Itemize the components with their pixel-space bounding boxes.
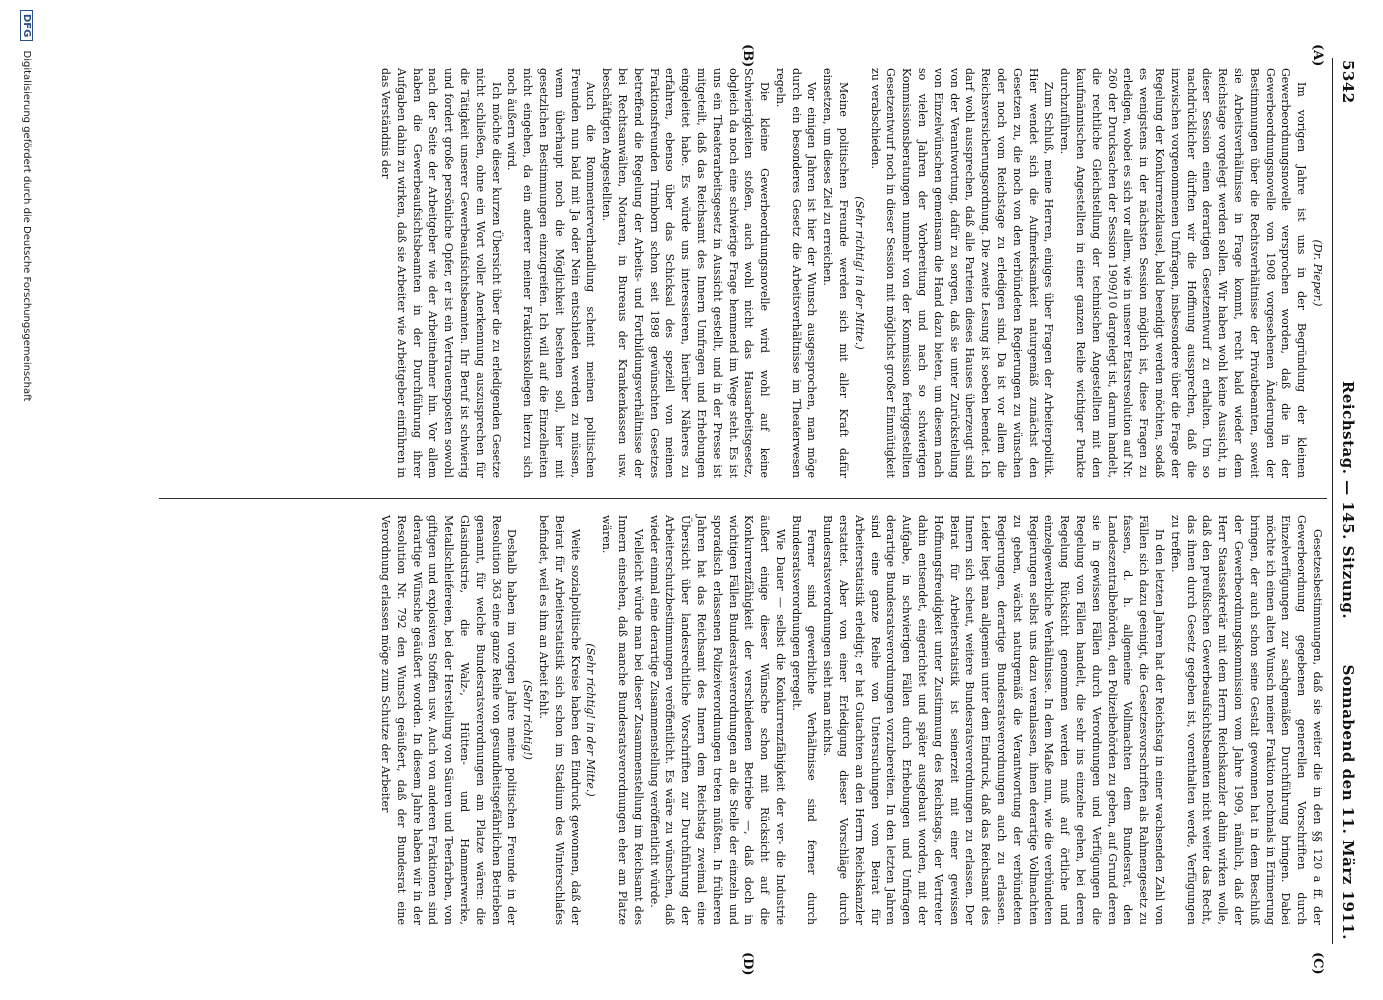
- dfg-logo: DFG: [20, 10, 33, 41]
- page-title: Reichstag. — 145. Sitzung.: [1339, 380, 1357, 620]
- speaker-name: (Dr. Pieper.): [1311, 239, 1324, 307]
- credit-text: Digitalisierung gefördert durch die Deutsche Forschungsgemeinschaft: [21, 50, 32, 402]
- margin-mark-c: (C): [1310, 952, 1325, 975]
- margin-mark-d: (D): [740, 952, 755, 976]
- page-header: [1333, 60, 1357, 940]
- right-column: [377, 515, 1325, 925]
- paragraph: Meine politischen Freunde werden sich mit aller Kraft dafür einsetzen, um dieses Ziel zu erreichen.: [821, 68, 851, 478]
- page-number: 5342: [1339, 60, 1357, 104]
- paragraph: Auch die Rommenterverhandlung scheint meinen politischen Freunden nun bald mit Ja oder Nein entschieden werden zu müssen, wenn überhaupt noch die Möglichkeit bestehen soll, hier mit gesetzlichen Bestimmungen einzugreifen. Ich will auf die Einzelheiten nicht eingehen, da ein anderer meiner Fraktionskollegen hierzu sich noch äußern wird.: [505, 68, 598, 478]
- paragraph: Gesetzesbestimmungen, daß sie weiter die in den §§ 120 a ff. der Gewerbeordnung gegebenen generellen Vorschriften durch Einzelverfügungen zur sachgemäßen Durchführung bringen. Dabei möchte ich einen alten Wunsch meiner Fraktion nochmals in Erinnerung bringen, der auch schon seine Gestalt gewonnen hat in dem Beschluß der Gewerbeordnungskommission vom Jahre 1909, nämlich, daß der Herr Staatssekretär mit dem Herrn Reichskanzler dahin wirken wolle, daß den preußischen Gewerbeaufsichtsbeamten nicht weiter das Recht, das ihnen durch Gesetz gegeben ist, vorenthalten werde, Verfügungen zu treffen.: [1168, 515, 1324, 925]
- session-date: Sonnabend den 11. März 1911.: [1339, 664, 1357, 940]
- digitization-credit: [20, 10, 33, 990]
- paragraph: Vielleicht würde man bei dieser Zusammenstellung im Reichsamt des Innern einsehen, daß manche Bundesratsverordnungen eher am Platze wären.: [600, 515, 645, 925]
- paragraph: Vor einigen Jahren ist hier der Wunsch ausgesprochen, man möge durch ein besonderes Gesetz die Arbeitsverhältnisse im Theaterwesen regeln.: [773, 68, 819, 478]
- paragraph: Zum Schluß, meine Herren, einiges über Fragen der Arbeiterpolitik. Hier wendet sich die Aufmerksamkeit naturgemäß zunächst den Gesetzen zu, die noch von den verbündeten Regierungen zu wünschen oder noch vom Reichstage zu erledigen sind. Da ist vor allem die Reichsversicherungsordnung. Die zweite Lesung ist soeben beendet. Ich darf wohl aussprechen, daß alle Parteien dieses Hauses überzeugt sind von der Verantwortung, dafür zu sorgen, daß sie unter Zurückstellung von Einzelwünschen gemeinsam die Hand dazu bieten, um diesem nach so vielen Jahren der Vorbereitung und nach so schwierigen Kommissionsberatungen nunmehr von der Kommission fertiggestellten Gesetzentwurf noch in dieser Session mit möglichst großer Einmütigkeit zu verabschieden.: [868, 68, 1056, 478]
- paragraph: Die kleine Gewerbeordnungsnovelle wird wohl auf keine Schwierigkeiten stoßen, auch wohl nicht das Hausarbeitsgesetz, obgleich da noch eine schwierige Frage hemmend im Wege steht. Es ist uns ein Theaterarbeitsgesetz in Aussicht gestellt, und in der Presse ist mitgeteilt, daß das Reichsamt des Innern Umfragen und Erhebungen eingeleitet habe. Es würde uns interessieren, hierüber Näheres zu erfahren, ebenso über das Schicksal des speziell von meinen Fraktionsfreunden Trimborn schon seit 1898 gewünschten Gesetzes betreffend die Regelung der Arbeits- und Fortbildungsverhältnisse der bei Rechtsanwälten, Notaren, in Bureaus der Krankenkassen usw. beschäftigten Angestellten.: [600, 68, 772, 478]
- margin-mark-b: (B): [740, 44, 755, 68]
- header-rule: [1332, 58, 1333, 944]
- paragraph: Weite sozialpolitische Kreise haben den Eindruck gewonnen, daß der Beirat für Arbeiterstatistik sich schon im Stadium des Winterschlafes befindet, weil es ihm an Arbeit fehlt.: [536, 515, 582, 925]
- paragraph: In den letzten Jahren hat der Reichstag in einer wachsenden Zahl von Fällen sich dazu geeinigt, die Gesetzesvorschriften als Rahmengesetz zu fassen, d. h. allgemeine Vollmachten dem Bundesrat, den Landeszentralbehörden, den Polizeibehörden zu geben, auf Grund deren sie in gewissen Fällen durch Verordnungen und Verfügungen die Regelung von Fällen handelt, die sehr ins einzelne gehen, bei deren Regelung Rücksicht genommen werden muß auf örtliche und einzelgewerbliche Verhältnisse. In dem Maße nun, wie die verbündeten Regierungen selbst uns dazu veranlassen, ihnen derartige Vollmachten zu geben, wächst naturgemäß die Verantwortung der verbündeten Regierungen, derartige Bundesratsverordnungen auch zu erlassen. Leider liegt man allgemein unter dem Eindruck, daß das Reichsamt des Innern sich scheut, weitere Bundesratsverordnungen zu erlassen. Der Beirat für Arbeiterstatistik ist seinerzeit mit einer gewissen Hoffnungsfreudigkeit unter Zustimmung des Reichstags, der Vertreter dahin entsendet, eingerichtet und später ausgebaut worden, mit der Aufgabe, in schwierigen Fällen durch Erhebungen und Umfragen derartige Bundesratsverordnungen vorzubereiten. In den letzten Jahren sind eine ganze Reihe von Untersuchungen vom Beirat für Arbeiterstatistik erledigt; er hat Gutachten an den Herrn Reichskanzler erstattet. Aber von einer Erledigung dieser Vorschläge durch Bundesratsverordnungen sieht man nichts.: [821, 515, 1167, 925]
- paragraph: Ferner sind gewerbliche Verhältnisse sind ferner durch Bundesratsverordnungen geregelt.: [789, 515, 819, 925]
- column-divider: [159, 498, 1327, 499]
- paragraph: Im vorigen Jahre ist uns in der Begründung der kleinen Gewerbeordnungsnovelle versprochen worden, daß die in der Gewerbeordnungsnovelle von 1908 vorgesehenen Änderungen der Bestimmungen über die Rechtsverhältnisse der Privatbeamten, soweit sie Arbeitsverhältnisse in Frage kommt, recht bald wieder dem Reichstage vorgelegt werden sollen. Wir haben wohl keine Aussicht, in dieser Session einen derartigen Gesetzentwurf zu erhalten. Um so nachdrücklicher dürften wir die Hoffnung aussprechen, daß die inzwischen vorgenommenen Umfragen, insbesondere über die Frage der Regelung der Konkurrenzklausel, bald beendigt werden möchten, sodaß es wenigstens in der nächsten Session möglich ist, diese Fragen zu erledigen, wobei es sich vor allem, wie in unserer Etatsresolution auf Nr. 260 der Drucksachen der Session 1909/10 dargelegt ist, darum handelt, die rechtliche Gleichstellung der technischen Angestellten mit den kaufmännischen Angestellten in einer ganzen Reihe wichtiger Punkte durchzuführen.: [1058, 68, 1309, 478]
- left-column: [377, 68, 1325, 478]
- interjection: (Sehr richtig! in der Mitte.): [584, 643, 598, 797]
- interjection: (Sehr richtig!): [521, 680, 535, 760]
- paragraph: Ich möchte dieser kurzen Übersicht über die zu erledigenden Gesetze nicht schließen, ohne ein Wort voller Anerkennung auszusprechen für die Tätigkeit unserer Gewerbeaufsichtsbeamten. Ihr Beruf ist schwierig und fordert große persönliche Opfer, er ist ein Vertrauensposten sowohl nach der Seite der Arbeitgeber wie der Arbeitnehmer hin. Vor allem haben die Gewerbeaufsichtsbeamten in der Durchführung ihrer Aufgaben dahin zu wirken, daß sie Arbeiter wie Arbeitgeber einführen in das Verständnis der: [378, 68, 503, 478]
- margin-mark-a: (A): [1310, 44, 1325, 67]
- paragraph: Deshalb haben im vorigen Jahre meine politischen Freunde in der Resolution 363 eine ganze Reihe von gesundheitsgefährlichen Betrieben genannt, für welche Bundesratsverordnungen am Platze wären: die Glasindustrie, die Walz-, Hütten- und Hammerwerke, Metallschleifereien, bei der Herstellung von Säuren und Teerfarben, von giftigen und explosiven Stoffen usw. Auch von anderen Fraktionen sind derartige Wünsche geäußert worden. In diesem Jahre haben wir in der Resolution Nr. 792 den Wunsch geäußert, daß der Bundesrat eine Verordnung erlassen möge zum Schutze der Arbeiter: [378, 515, 519, 925]
- interjection: (Sehr richtig! in der Mitte.): [852, 196, 866, 350]
- paragraph: Wie Dauer — selbst die Konkurrenzfähigkeit der ver- die Industrie äußert einige dieser Wünsche schon mit Rücksicht auf die Konkurrenzfähigkeit der verschiedenen Betriebe —, daß doch in wichtigen Fällen Bundesratsverordnungen an die Stelle der einzeln und sporadisch erlassenen Polizeiverordnungen treten müßten. In früheren Jahren hat das Reichsamt des Innern dem Reichstag zweimal eine Übersicht über landesrechtliche Vorschriften zur Durchführung der Arbeiterschutzbestimmungen veröffentlicht. Es wäre zu wünschen, daß wieder einmal eine derartige Zusammenstellung veröffentlicht würde.: [647, 515, 787, 925]
